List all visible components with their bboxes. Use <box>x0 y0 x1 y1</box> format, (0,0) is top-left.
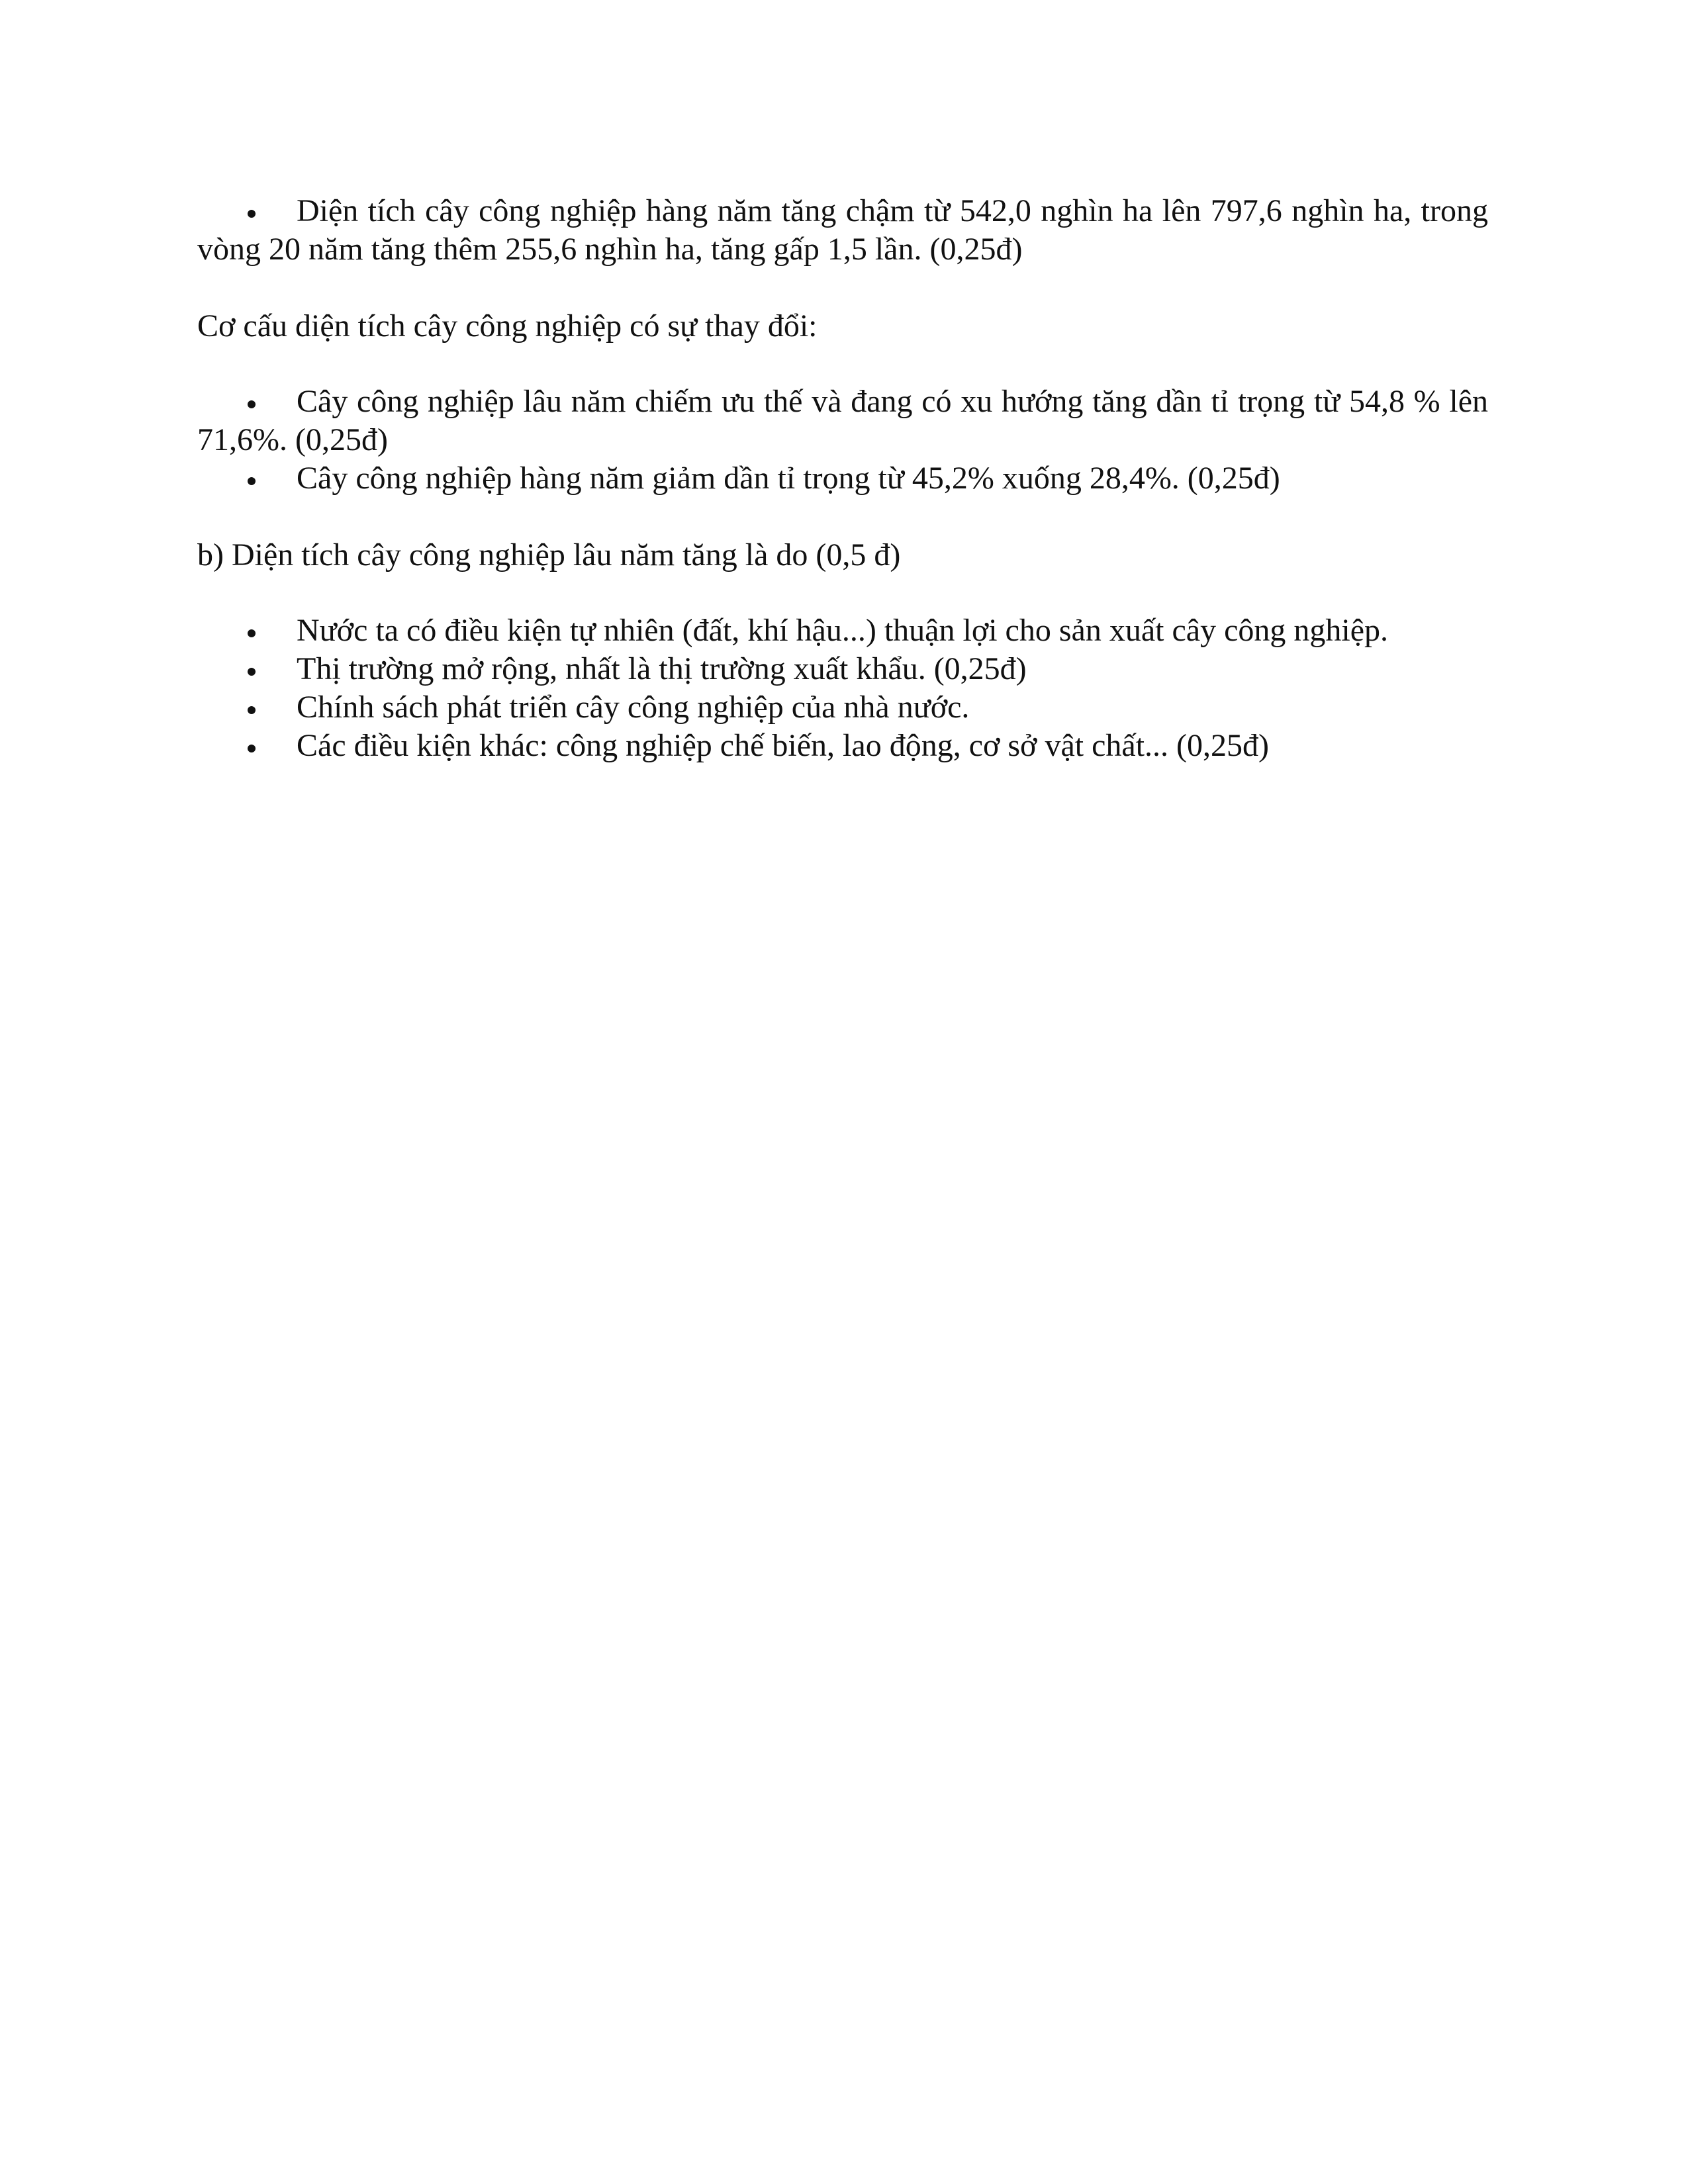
structure-change-list <box>197 383 1488 498</box>
list-item-text: Cây công nghiệp lâu năm chiếm ưu thế và đang có xu hướng tăng dần tỉ trọng từ 54,8 % lên 71,6%. (0,25đ) <box>197 384 1488 457</box>
list-item-text: Thị trường mở rộng, nhất là thị trường xuất khẩu. (0,25đ) <box>297 651 1027 686</box>
list-item <box>197 727 1488 765</box>
reasons-heading: b) Diện tích cây công nghiệp lâu năm tăng là do (0,5 đ) <box>197 537 901 572</box>
list-item <box>197 612 1488 650</box>
list-item <box>197 383 1488 459</box>
list-item <box>197 192 1488 269</box>
list-item-text: Các điều kiện khác: công nghiệp chế biến, lao động, cơ sở vật chất... (0,25đ) <box>297 728 1269 763</box>
bullet-dot-icon <box>248 745 256 752</box>
list-item-text: Cây công nghiệp hàng năm giảm dần tỉ trọng từ 45,2% xuống 28,4%. (0,25đ) <box>297 461 1280 496</box>
bullet-dot-icon <box>248 210 256 218</box>
bullet-dot-icon <box>248 477 256 485</box>
area-trend-list <box>197 192 1488 269</box>
bullet-dot-icon <box>248 629 256 637</box>
answer-content <box>197 192 1488 765</box>
structure-heading: Cơ cấu diện tích cây công nghiệp có sự thay đổi: <box>197 308 818 343</box>
bullet-dot-icon <box>248 668 256 676</box>
bullet-dot-icon <box>248 400 256 408</box>
list-item-text: Nước ta có điều kiện tự nhiên (đất, khí hậu...) thuận lợi cho sản xuất cây công nghiệp. <box>297 613 1389 648</box>
reasons-list <box>197 612 1488 765</box>
list-item <box>197 650 1488 688</box>
list-item-text: Diện tích cây công nghiệp hàng năm tăng chậm từ 542,0 nghìn ha lên 797,6 nghìn ha, trong vòng 20 năm tăng thêm 255,6 nghìn ha, tăng gấp 1,5 lần. (0,25đ) <box>197 193 1488 267</box>
list-item-text: Chính sách phát triển cây công nghiệp của nhà nước. <box>297 690 970 725</box>
list-item <box>197 688 1488 727</box>
bullet-dot-icon <box>248 706 256 714</box>
list-item <box>197 459 1488 498</box>
